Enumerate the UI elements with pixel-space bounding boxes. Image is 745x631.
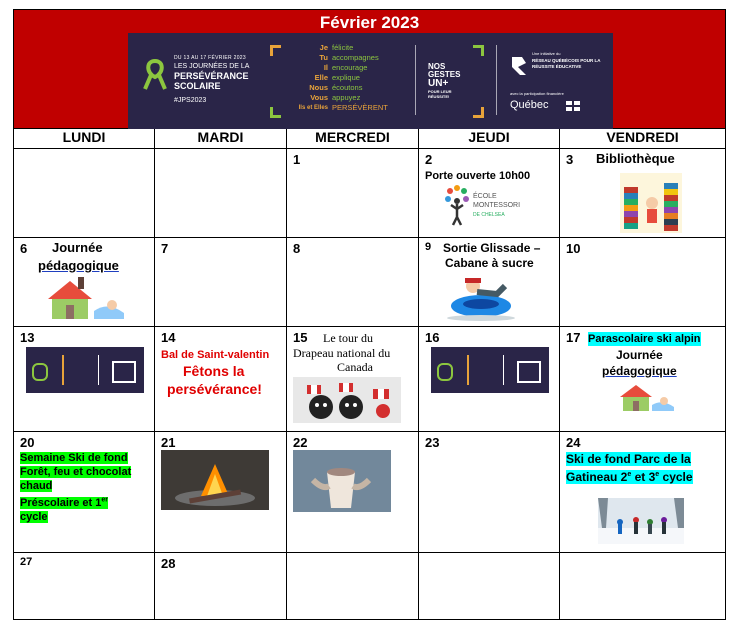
event-text: Journée bbox=[52, 240, 103, 255]
event-text: Parascolaire ski alpin bbox=[588, 333, 701, 345]
banner-title-1: LES JOURNÉES DE LA bbox=[174, 63, 250, 70]
day-header-monday: LUNDI bbox=[14, 129, 155, 149]
event-text: Ski de fond Parc de la bbox=[566, 452, 691, 466]
banner-title-2: PERSÉVÉRANCE bbox=[174, 71, 249, 81]
day-cell bbox=[419, 149, 560, 238]
day-cell bbox=[419, 238, 560, 327]
event-text: Sortie Glissade – bbox=[443, 241, 541, 255]
day-number: 23 bbox=[425, 435, 440, 450]
day-number: 7 bbox=[161, 241, 169, 256]
month-title: Février 2023 bbox=[319, 13, 420, 32]
banner-network-small: Une initiative du bbox=[532, 51, 561, 56]
fleur-de-lis-flag-icon bbox=[566, 101, 580, 111]
house-image bbox=[614, 381, 676, 415]
day-cell-empty bbox=[14, 149, 155, 238]
day-number: 1 bbox=[293, 152, 301, 167]
event-block: Ski de fond Parc de la Gatineau 2e et 3e cycle bbox=[566, 452, 693, 484]
event-text: pédagogique bbox=[38, 258, 119, 273]
perseverance-banner-thumbnail bbox=[431, 347, 549, 393]
montessori-logo-line1: ÉCOLE bbox=[473, 193, 497, 200]
calendar-table bbox=[13, 9, 726, 620]
event-text: persévérance! bbox=[167, 381, 262, 397]
banner-quebec: Québec bbox=[510, 99, 549, 111]
day-cell bbox=[155, 327, 287, 432]
day-cell bbox=[14, 327, 155, 432]
perseverance-banner-thumbnail bbox=[26, 347, 144, 393]
day-cell bbox=[419, 327, 560, 432]
snow-tube-sledding-image bbox=[443, 272, 519, 322]
day-cell bbox=[287, 149, 419, 238]
event-text: Fêtons la bbox=[183, 363, 245, 379]
cross-country-skiing-image bbox=[598, 498, 684, 544]
day-cell bbox=[155, 238, 287, 327]
event-text: Forêt, feu et chocolat bbox=[20, 466, 132, 478]
banner-partner-small: avec la participation financière bbox=[510, 91, 564, 96]
day-cell-empty bbox=[560, 553, 726, 620]
day-number: 10 bbox=[566, 241, 581, 256]
day-number: 2 bbox=[425, 152, 433, 167]
event-text: Le tour du bbox=[323, 331, 373, 345]
reseau-logo-icon bbox=[510, 55, 528, 77]
banner-title-3: SCOLAIRE bbox=[174, 81, 221, 91]
montessori-logo bbox=[445, 183, 531, 229]
event-text: chaud bbox=[20, 480, 53, 492]
banner-verbs: félicite accompagnes encourage explique écoutons appuyez PERSÉVÈRENT bbox=[332, 43, 388, 112]
day-number: 8 bbox=[293, 241, 301, 256]
day-number: 24 bbox=[566, 435, 581, 450]
day-number: 16 bbox=[425, 330, 440, 345]
montessori-logo-line2: MONTESSORI bbox=[473, 202, 521, 209]
day-cell bbox=[419, 432, 560, 553]
day-cell bbox=[560, 432, 726, 553]
event-text: Journée bbox=[616, 348, 663, 362]
banner-hashtag: #JPS2023 bbox=[174, 97, 207, 104]
day-cell bbox=[14, 238, 155, 327]
day-number: 15 bbox=[293, 330, 308, 345]
event-text: cycle bbox=[20, 510, 48, 523]
day-cell bbox=[155, 432, 287, 553]
event-text: Porte ouverte 10h00 bbox=[425, 170, 531, 182]
event-text: Bal de Saint-valentin bbox=[161, 349, 270, 361]
day-number: 22 bbox=[293, 435, 308, 450]
day-cell-empty bbox=[287, 553, 419, 620]
child-figure-icon bbox=[445, 185, 469, 227]
event-text: pédagogique bbox=[602, 364, 677, 378]
event-text: Canada bbox=[337, 360, 373, 374]
day-cell bbox=[560, 327, 726, 432]
calendar-header bbox=[14, 10, 726, 129]
day-cell bbox=[560, 238, 726, 327]
day-number: 17 bbox=[566, 330, 581, 345]
banner-slogan: NOS GESTES UN+ POUR LEUR RÉUSSITE! bbox=[428, 62, 461, 99]
perseverance-banner bbox=[128, 33, 613, 129]
day-cell-empty bbox=[155, 149, 287, 238]
house-image bbox=[40, 275, 128, 323]
day-header-tuesday: MARDI bbox=[155, 129, 287, 149]
banner-network-name: RÉSEAU QUÉBÉCOIS POUR LA RÉUSSITE ÉDUCATIVE bbox=[532, 58, 601, 69]
day-header-friday: VENDREDI bbox=[560, 129, 726, 149]
day-number: 27 bbox=[20, 556, 33, 568]
event-text: Drapeau national du bbox=[293, 346, 391, 360]
day-number: 20 bbox=[20, 435, 35, 450]
day-number: 13 bbox=[20, 330, 35, 345]
campfire-image bbox=[161, 450, 269, 510]
day-number: 21 bbox=[161, 435, 176, 450]
day-cell bbox=[14, 432, 155, 553]
event-text: Bibliothèque bbox=[596, 151, 675, 166]
day-cell bbox=[287, 327, 419, 432]
day-cell bbox=[14, 553, 155, 620]
day-number: 3 bbox=[566, 152, 574, 167]
day-number: 9 bbox=[425, 241, 432, 253]
day-number: 6 bbox=[20, 241, 28, 256]
library-books-image bbox=[620, 173, 682, 233]
event-text: Semaine Ski de fond bbox=[20, 452, 128, 464]
day-header-wednesday: MERCREDI bbox=[287, 129, 419, 149]
day-cell bbox=[287, 238, 419, 327]
canada-flags-image bbox=[293, 377, 401, 423]
hot-chocolate-image bbox=[293, 450, 391, 512]
day-cell-empty bbox=[419, 553, 560, 620]
event-block: Semaine Ski de fond Forêt, feu et chocolat chaud Préscolaire et 1er cycle bbox=[20, 452, 132, 523]
event-text: Préscolaire et 1 bbox=[20, 496, 102, 509]
montessori-logo-line3: DE CHELSEA bbox=[473, 212, 505, 218]
day-cell bbox=[155, 553, 287, 620]
event-text: Cabane à sucre bbox=[445, 256, 534, 270]
banner-pronouns: Je Tu Il Elle Nous Vous Ils et Elles bbox=[298, 43, 328, 111]
ribbon-icon bbox=[142, 59, 168, 91]
day-header-thursday: JEUDI bbox=[419, 129, 560, 149]
day-number: 14 bbox=[161, 330, 176, 345]
banner-dates: DU 13 AU 17 FÉVRIER 2023 bbox=[174, 55, 246, 61]
day-number: 28 bbox=[161, 556, 176, 571]
day-cell bbox=[287, 432, 419, 553]
day-cell bbox=[560, 149, 726, 238]
